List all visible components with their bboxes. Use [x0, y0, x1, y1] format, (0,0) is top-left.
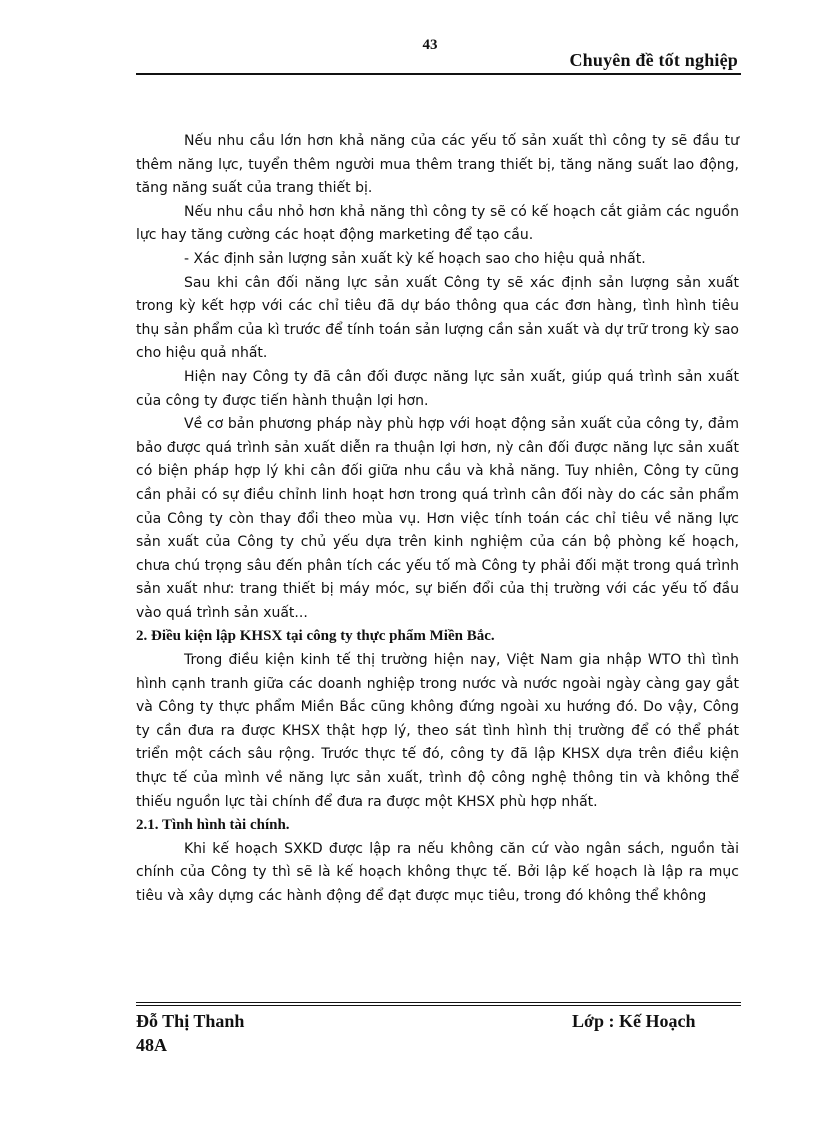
author-name: Đỗ Thị Thanh	[136, 1011, 245, 1031]
paragraph: Sau khi cân đối năng lực sản xuất Công ty sẽ xác định sản lượng sản xuất trong kỳ kết hợp với các chỉ tiêu đã dự báo thông qua các đơn hàng, tình hình tiêu thụ sản phẩm của kì trước để tính toán sản lượng cần sản xuất và dự trữ trong kỳ sao cho hiệu quả nhất.	[136, 274, 739, 362]
document-body	[136, 130, 739, 909]
paragraph: Nếu nhu cầu lớn hơn khả năng của các yếu tố sản xuất thì công ty sẽ đầu tư thêm năng lực, tuyển thêm người mua thêm trang thiết bị, tăng năng suất lao động, tăng năng suất của trang thiết bị.	[136, 133, 739, 197]
paragraph: Về cơ bản phương pháp này phù hợp với hoạt động sản xuất của công ty, đảm bảo được quá trình sản xuất diễn ra thuận lợi hơn, nỳ cân đối được năng lực sản xuất có biện pháp hợp lý khi cân đối giữa nhu cầu và khả năng. Tuy nhiên, Công ty cũng cần phải có sự điều chỉnh linh hoạt hơn trong quá trình cân đối này do các sản phẩm của Công ty còn thay đổi theo mùa vụ. Hơn việc tính toán các chỉ tiêu về năng lực sản xuất của Công ty chủ yếu dựa trên kinh nghiệm của cán bộ phòng kế hoạch, chưa chú trọng sâu đến phân tích các yếu tố mà Công ty phải đối mặt trong quá trình sản xuất như: trang thiết bị máy móc, sự biến đổi của thị trường với các yếu tố đầu vào quá trình sản xuất...	[136, 416, 739, 621]
paragraph: Khi kế hoạch SXKD được lập ra nếu không căn cứ vào ngân sách, nguồn tài chính của Công ty thì sẽ là kế hoạch không thực tế. Bởi lập kế hoạch là lập ra mục tiêu và xây dựng các hành động để đạt được mục tiêu, trong đó không thể không	[136, 840, 739, 904]
header-title: Chuyên đề tốt nghiệp	[569, 50, 738, 70]
subsection-heading: 2.1. Tình hình tài chính.	[136, 817, 290, 834]
page-number: 43	[422, 37, 438, 53]
paragraph: Trong điều kiện kinh tế thị trường hiện nay, Việt Nam gia nhập WTO thì tình hình cạnh tranh giữa các doanh nghiệp trong nước và nước ngoài ngày càng gay gắt và Công ty thực phẩm Miền Bắc cũng không đứng ngoài xu hướng đó. Do vậy, Công ty cần đưa ra được KHSX thật hợp lý, theo sát tình hình thị trường để có thể phát triển một cách sâu rộng. Trước thực tế đó, công ty đã lập KHSX dựa trên điều kiện thực tế của mình về năng lực sản xuất, trình độ công nghệ thông tin và không thể thiếu nguồn lực tài chính để đưa ra được một KHSX phù hợp nhất.	[136, 652, 739, 810]
header-divider	[136, 73, 741, 75]
class-code: 48A	[136, 1035, 167, 1055]
paragraph: - Xác định sản lượng sản xuất kỳ kế hoạch sao cho hiệu quả nhất.	[184, 250, 646, 267]
section-heading: 2. Điều kiện lập KHSX tại công ty thực phẩm Miền Bắc.	[136, 628, 495, 645]
paragraph: Nếu nhu cầu nhỏ hơn khả năng thì công ty sẽ có kế hoạch cắt giảm các nguồn lực hay tăng cường các hoạt động marketing để tạo cầu.	[136, 203, 739, 244]
footer-divider	[136, 1002, 741, 1006]
paragraph: Hiện nay Công ty đã cân đối được năng lực sản xuất, giúp quá trình sản xuất của công ty được tiến hành thuận lợi hơn.	[136, 368, 739, 409]
class-label: Lớp : Kế Hoạch	[572, 1011, 696, 1031]
